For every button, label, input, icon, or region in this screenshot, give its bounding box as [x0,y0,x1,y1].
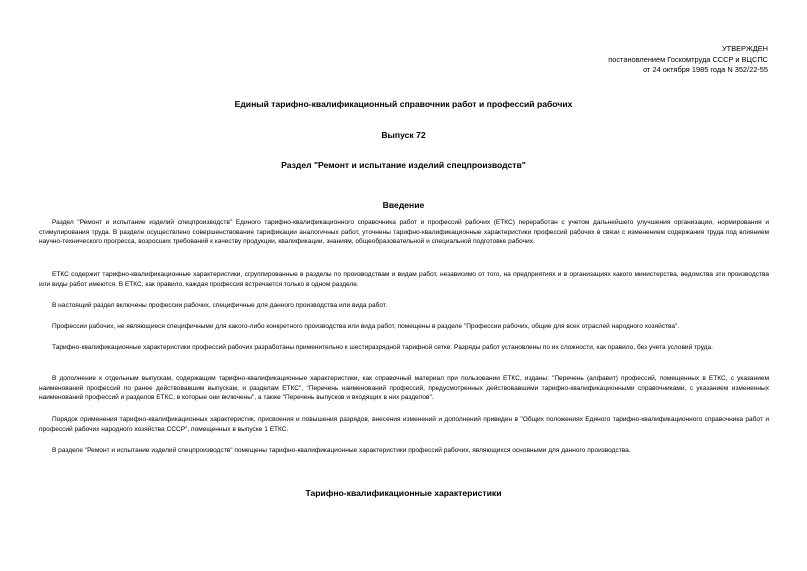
intro-heading: Введение [382,200,425,210]
paragraph-block-8 [39,446,769,456]
paragraph: Тарифно-квалификационные характеристики профессий рабочих разработаны применительно к шестиразрядной тарифной сетке. Разряды работ установлены по их сложности, как правило, без учета условий труда. [52,344,713,351]
paragraph-block-2 [39,270,769,289]
document-title: Единый тарифно-квалификационный справочник работ и профессий рабочих [234,99,573,109]
section-title: Раздел "Ремонт и испытание изделий спецпроизводств" [281,160,526,170]
paragraph: ЕТКС содержит тарифно-квалификационные характеристики, сгруппированные в разделы по производствам и видам работ, независимо от того, на предприятиях и в организациях какого министерства, ведомства эти производства или виды работ имеются. В ЕТКС, как правило, каждая профессия встречается только в одном разделе. [39,271,769,288]
issue-number: Выпуск 72 [381,130,426,140]
characteristics-heading: Тарифно-квалификационные характеристики [305,488,502,498]
paragraph: Порядок применения тарифно-квалификационных характеристик, присвоения и повышения разрядов, внесения изменений и дополнений приведен в "Общих положениях Единого тарифно-квалификационного справочника работ и профессий рабочих народного хозяйства СССР", помещенных в выпуске 1 ЕТКС. [39,416,769,433]
paragraph: Раздел "Ремонт и испытание изделий спецпроизводств" Единого тарифно-квалификационного справочника работ и профессий рабочих (ЕТКС) переработан с учетом дальнейшего улучшения организации, нормирования и стимулирования труда. В разделе осуществлено совершенствование тарификации аналогичных работ, уточнены тарифно-квалификационные характеристики профессий рабочих в связи с изменением содержания труда под влиянием научно-технического прогресса, возросших требований к качеству продукции, квалификации, знаниям, общеобразовательной и специальной подготовке рабочих. [39,219,769,246]
paragraph-block-7 [39,415,769,434]
paragraph-block-1 [39,218,769,247]
paragraph: В разделе "Ремонт и испытание изделий спецпроизводств" помещены тарифно-квалификационные характеристики профессий рабочих, являющихся основными для данного производства. [52,447,631,454]
paragraph-block-3 [39,301,769,311]
paragraph: В дополнение к отдельным выпускам, содержащим тарифно-квалификационные характеристики, как справочный материал при пользовании ЕТКС, изданы: "Перечень (алфавит) профессий, помещенных в ЕТКС, с указанием наименований профессий по ранее действовавшим выпускам, и разделам ЕТКС", "Перечень наименований профессий, предусмотренных действовавшими тарифно-квалификационными справочниками, с указанием измененных наименований профессий и разделов ЕТКС, в которые они включены", а также "Перечень выпусков и входящих в них разделов". [39,375,769,402]
paragraph-block-5 [39,343,769,353]
paragraph: Профессии рабочих, не являющиеся специфичными для какого-либо конкретного производства или вида работ, помещены в разделе "Профессии рабочих, общие для всех отраслей народного хозяйства". [52,323,680,330]
approval-title: УТВЕРЖДЕН [721,44,768,53]
paragraph-block-4 [39,322,769,332]
approval-decree: постановлением Госкомтруда СССР и ВЦСПС [608,54,768,64]
paragraph-block-6 [39,374,769,403]
approval-stamp [608,44,768,76]
paragraph: В настоящий раздел включены профессии рабочих, специфичные для данного производства или вида работ. [52,302,388,309]
approval-date: от 24 октября 1985 года N 352/22-55 [643,65,768,74]
